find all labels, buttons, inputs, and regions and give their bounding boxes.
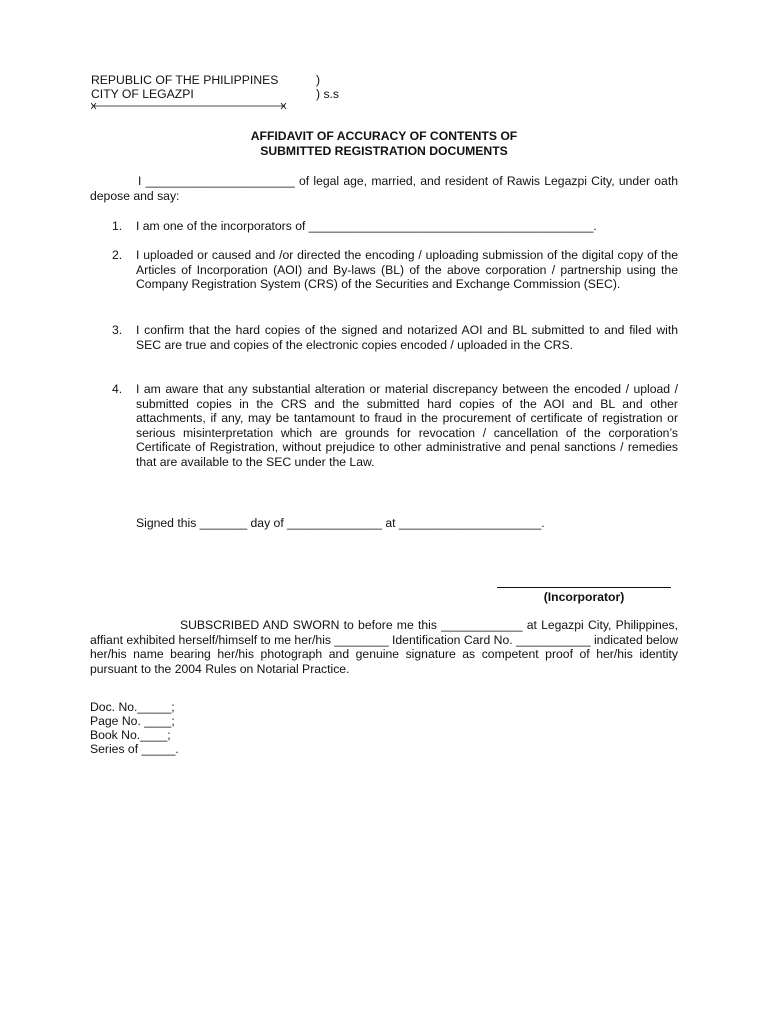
book-number: Book No.____;	[90, 728, 171, 742]
signed-date-place-line: Signed this _______ day of ______________ at _____________________.	[136, 516, 545, 530]
incorporator-caption: (Incorporator)	[543, 590, 625, 604]
venue-republic: REPUBLIC OF THE PHILIPPINES	[91, 73, 279, 87]
venue-paren-1: )	[316, 73, 321, 87]
document-title-line-2: SUBMITTED REGISTRATION DOCUMENTS	[260, 144, 508, 158]
document-title-line-1: AFFIDAVIT OF ACCURACY OF CONTENTS OF	[250, 129, 518, 143]
list-item-text: I uploaded or caused and /or directed the encoding / uploading submission of the digital copy of the Articles of Incorporation (AOI) and By-laws (BL) of the above corporation / partnership using the Company Registration System (CRS) of the Securities and Exchange Commission (SEC).	[136, 248, 678, 292]
doc-number: Doc. No._____;	[90, 700, 175, 714]
list-item-number: 3.	[112, 323, 123, 337]
list-item-text: I confirm that the hard copies of the signed and notarized AOI and BL submitted to and filed with SEC are true and copies of the electronic copies encoded / uploaded in the CRS.	[136, 323, 678, 352]
jurat-paragraph: SUBSCRIBED AND SWORN to before me this ____________ at Legazpi City, Philippines, affiant exhibited herself/himself to me her/his ________ Identification Card No. ___________ indicated below her/his name bearing her/his photograph and genuine signature as competent proof of her/his identity pursuant to the 2004 Rules on Notarial Practice.	[90, 618, 678, 676]
list-item-number: 2.	[112, 248, 123, 262]
venue-underline-x-marks	[91, 101, 287, 111]
page-number: Page No. ____;	[90, 714, 175, 728]
list-item-number: 1.	[112, 219, 123, 233]
list-item-text: I am one of the incorporators of __________________________________________.	[136, 219, 597, 233]
intro-paragraph: I ______________________ of legal age, married, and resident of Rawis Legazpi City, under oath depose and say:	[90, 174, 678, 203]
venue-city: CITY OF LEGAZPI	[91, 87, 194, 101]
list-item-number: 4.	[112, 382, 123, 396]
series-of: Series of _____.	[90, 742, 179, 756]
list-item-text: I am aware that any substantial alteration or material discrepancy between the encoded / upload / submitted copies in the CRS and the submitted hard copies of the AOI and BL and other attachments, if any, may be tantamount to fraud in the procurement of certificate of registration or serious misinterpretation which are grounds for revocation / cancellation of the corporation’s Certificate of Registration, without prejudice to other administrative and penal sanctions / remedies that are available to the SEC under the Law.	[136, 382, 678, 469]
venue-paren-ss: ) s.s	[316, 87, 340, 101]
incorporator-signature-line	[497, 587, 671, 588]
